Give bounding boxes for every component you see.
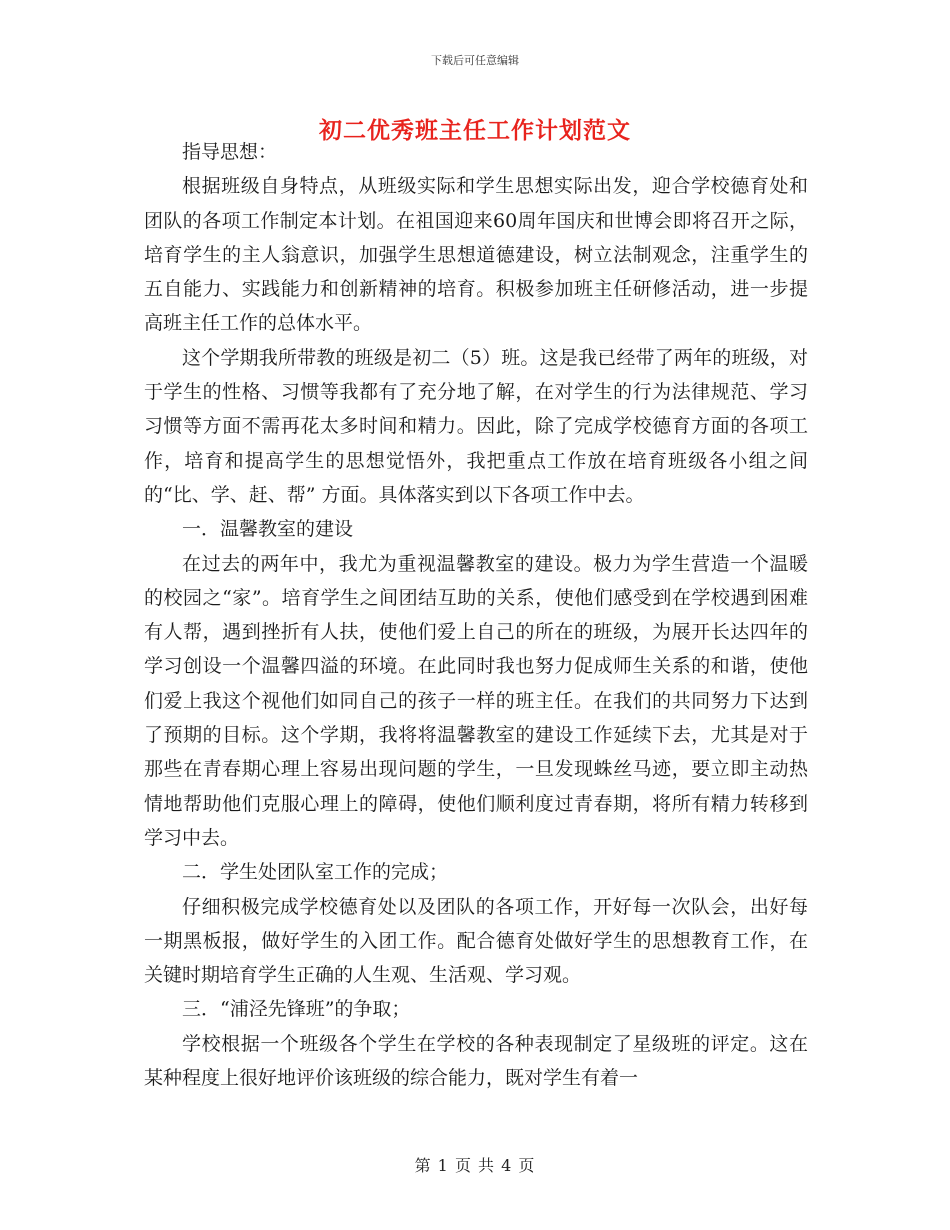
paragraph-class-overview: 这个学期我所带教的班级是初二（5）班。这是我已经带了两年的班级，对于学生的性格、习惯等我都有了充分地了解，在对学生的行为法律规范、学习习惯等方面不需再花太多时间和精力。因此，除了完成学校德育方面的各项工作，培育和提高学生的思想觉悟外，我把重点工作放在培育班级各小组之间的“比、学、赶、帮” 方面。具体落实到以下各项工作中去。 xyxy=(144,346,808,506)
paragraph-warm-classroom: 在过去的两年中，我尤为重视温馨教室的建设。极力为学生营造一个温暖的校园之“家”。培育学生之间团结互助的关系，使他们感受到在学校遇到困难有人帮，遇到挫折有人扶，使他们爱上自己的所在的班级，为展开长达四年的学习创设一个温馨四溢的环境。在此同时我也努力促成师生关系的和谐，使他们爱上我这个视他们如同自己的孩子一样的班主任。在我们的共同努力下达到了预期的目标。这个学期，我将将温馨教室的建设工作延续下去，尤其是对于那些在青春期心理上容易出现问题的学生，一旦发现蛛丝马迹，要立即主动热情地帮助他们克服心理上的障碍，使他们顺利度过青春期，将所有精力转移到学习中去。 xyxy=(144,552,808,849)
page-header-note: 下载后可任意编辑 xyxy=(431,54,519,67)
section-heading-warm-classroom: 一．温馨教室的建设 xyxy=(182,518,354,541)
paragraph-guiding-thought-heading: 指导思想： xyxy=(182,141,278,163)
paragraph-team-work: 仔细积极完成学校德育处以及团队的各项工作，开好每一次队会，出好每一期黑板报，做好学生的入团工作。配合德育处做好学生的思想教育工作，在关键时期培育学生正确的人生观、生活观、学习观。 xyxy=(144,895,808,987)
document-body xyxy=(144,135,808,1095)
page-number-footer: 第 1 页 共 4 页 xyxy=(414,1156,536,1175)
section-heading-team-work: 二．学生处团队室工作的完成； xyxy=(182,861,449,884)
document-title: 初二优秀班主任工作计划范文 xyxy=(319,117,631,144)
paragraph-guiding-thought: 根据班级自身特点，从班级实际和学生思想实际出发，迎合学校德育处和团队的各项工作制定本计划。在祖国迎来60周年国庆和世博会即将召开之际，培育学生的主人翁意识，加强学生思想道德建设，树立法制观念，注重学生的五自能力、实践能力和创新精神的培育。积极参加班主任研修活动，进一步提高班主任工作的总体水平。 xyxy=(144,175,808,335)
section-heading-pioneer-class: 三．“浦泾先锋班”的争取； xyxy=(182,998,411,1021)
paragraph-pioneer-class: 学校根据一个班级各个学生在学校的各种表现制定了星级班的评定。这在某种程度上很好地评价该班级的综合能力，既对学生有着一 xyxy=(144,1032,808,1090)
